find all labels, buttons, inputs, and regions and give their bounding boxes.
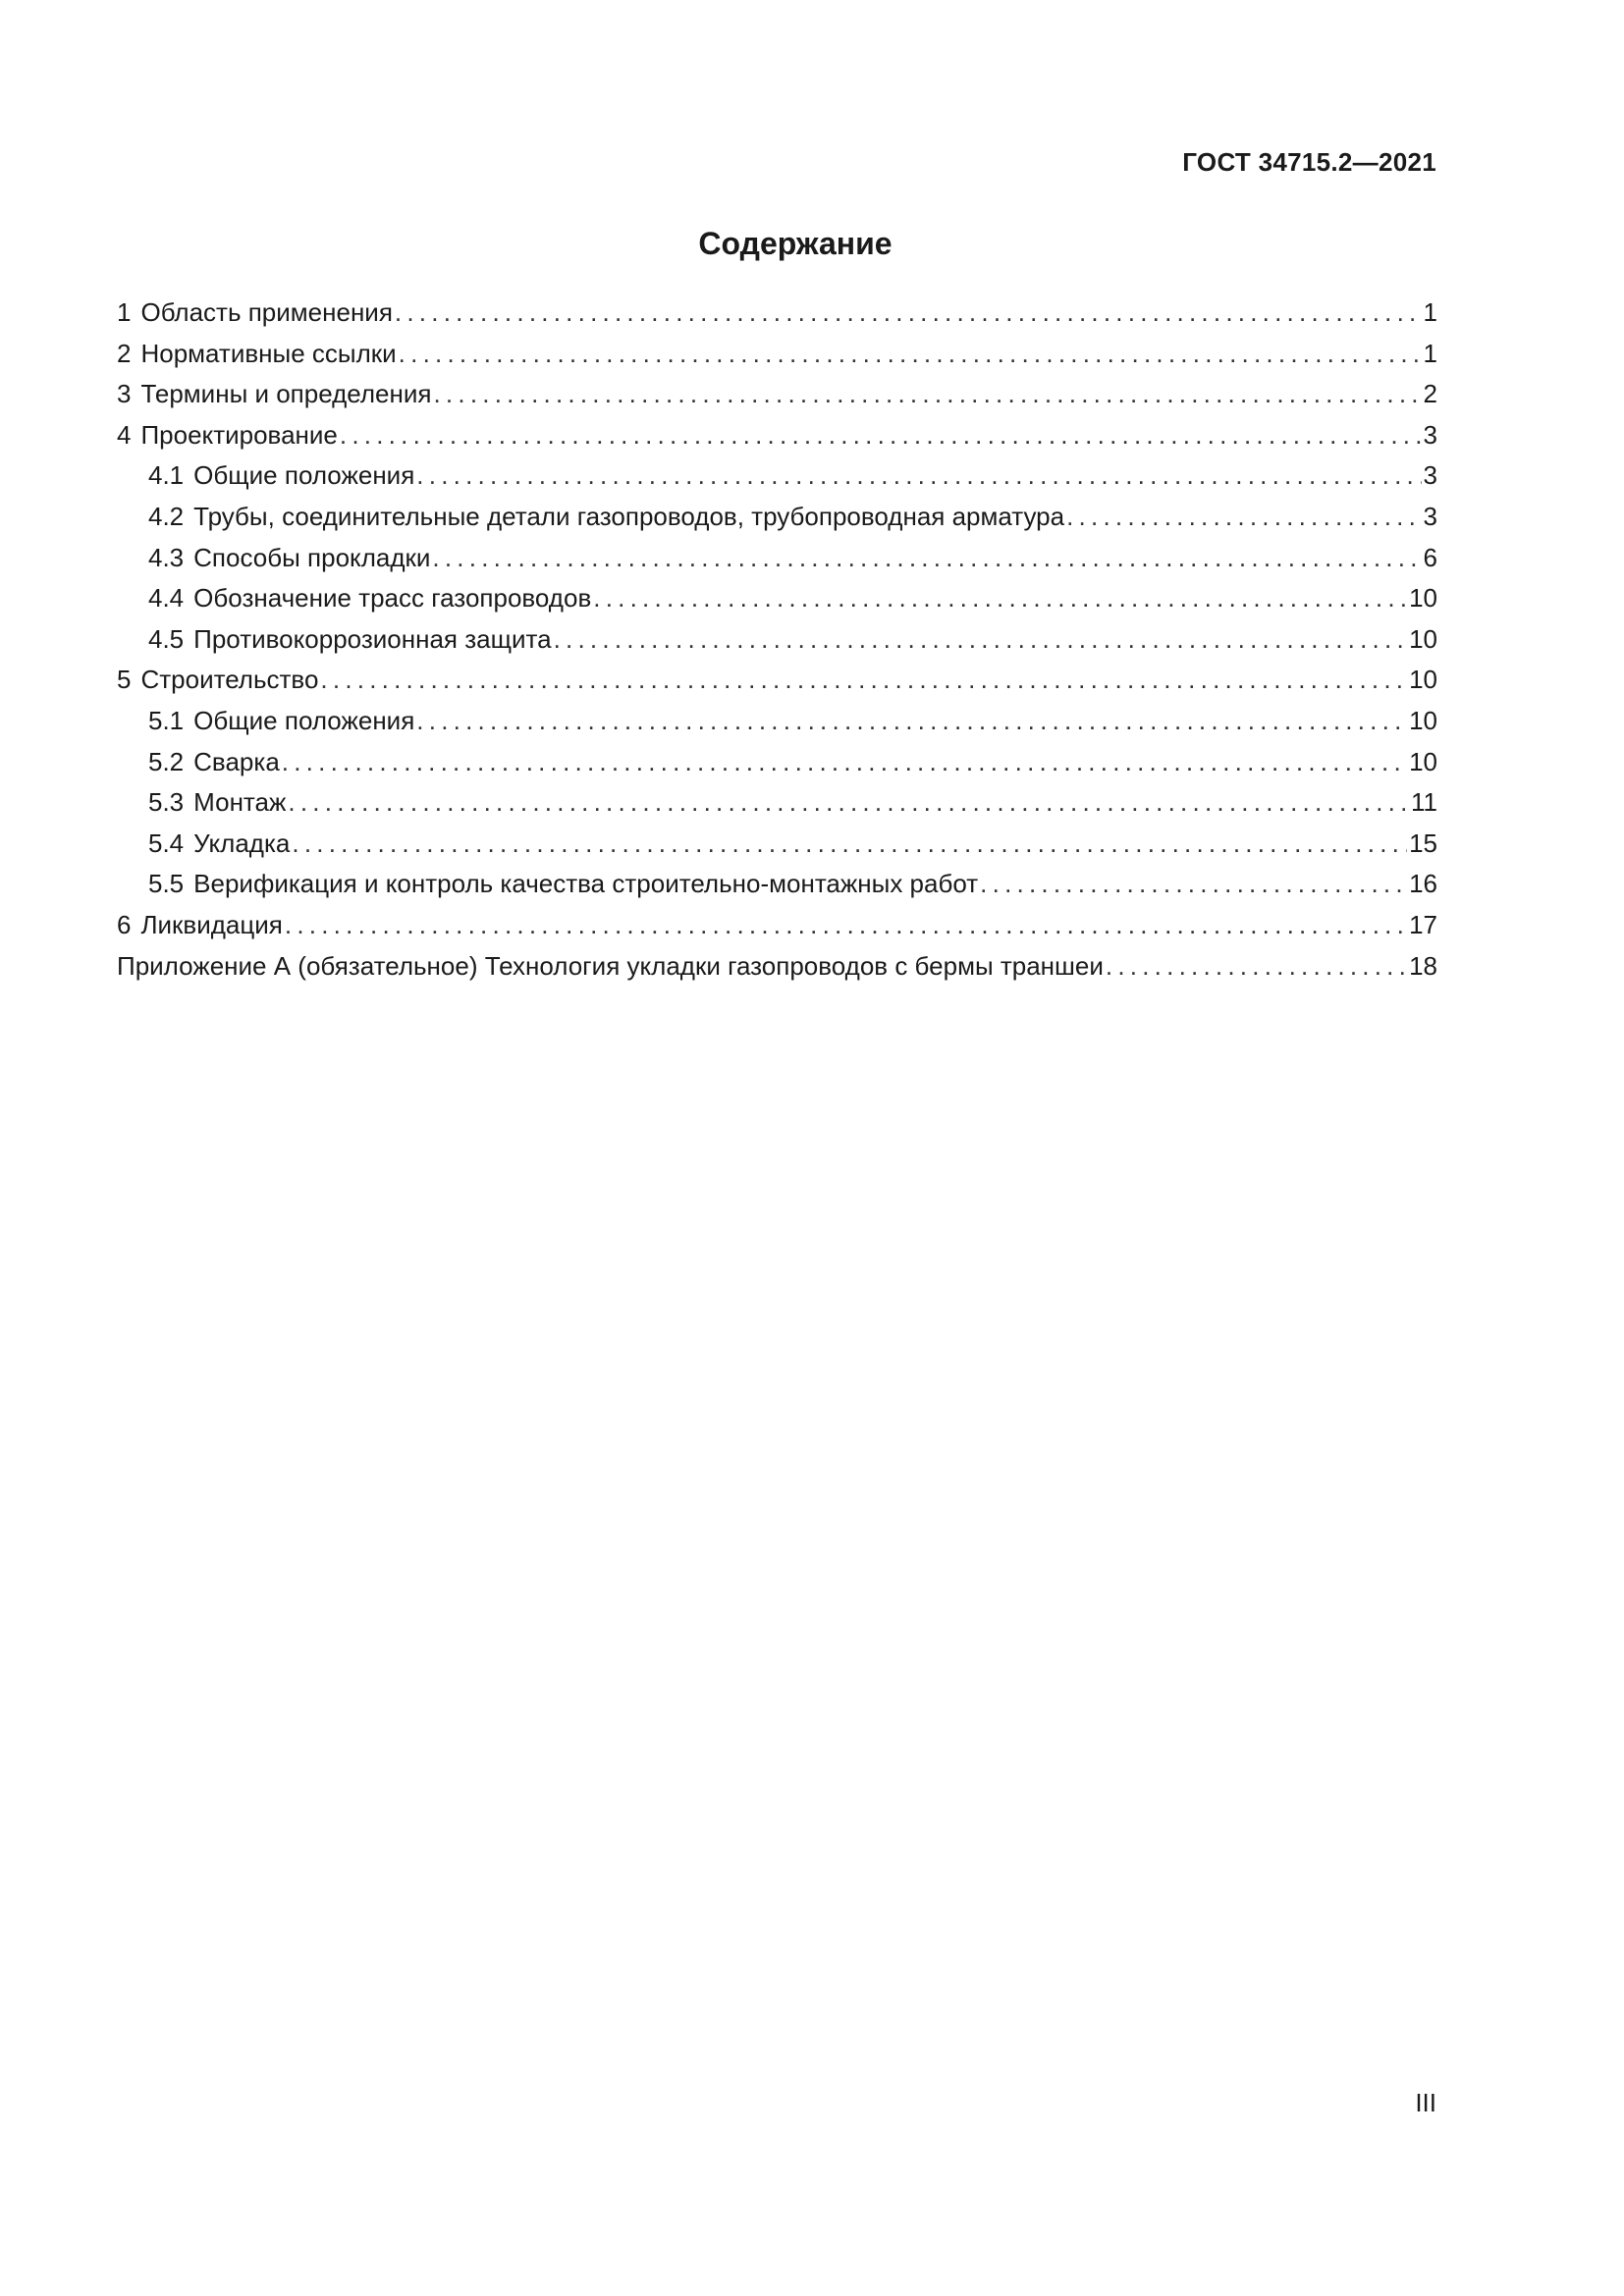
toc-entry-text: Термины и определения [140, 379, 432, 409]
toc-entry[interactable] [117, 415, 1437, 456]
toc-entry-text: Способы прокладки [193, 542, 431, 572]
toc-entry-number: 2 [117, 338, 132, 368]
toc-dot-leader [433, 374, 1421, 415]
toc-entry-text: Противокоррозионная защита [193, 623, 552, 654]
toc-entry[interactable] [117, 538, 1437, 579]
toc-entry-page: 18 [1409, 950, 1437, 981]
toc-entry[interactable] [117, 497, 1437, 538]
toc-dot-leader [554, 619, 1408, 661]
toc-entry-page: 10 [1409, 705, 1437, 735]
toc-entry-page: 10 [1409, 746, 1437, 776]
toc-entry-page: 15 [1409, 828, 1437, 858]
toc-entry[interactable] [117, 824, 1437, 865]
toc-title: Содержание [698, 226, 893, 261]
toc-entry-text: Сварка [193, 746, 280, 776]
table-of-contents [117, 293, 1437, 987]
toc-entry-number: 5.5 [148, 869, 185, 899]
toc-entry-text: Верификация и контроль качества строительно-монтажных работ [193, 869, 979, 899]
toc-entry-page: 10 [1409, 583, 1437, 614]
toc-dot-leader [1106, 946, 1407, 988]
toc-dot-leader [292, 824, 1407, 865]
toc-entry-number: 5.4 [148, 828, 185, 858]
toc-entry-number: 1 [117, 297, 132, 327]
toc-entry-text: Трубы, соединительные детали газопроводов, трубопроводная арматура [193, 501, 1065, 531]
toc-entry-page: 3 [1423, 460, 1437, 491]
toc-dot-leader [432, 538, 1421, 579]
toc-entry-number: 3 [117, 379, 132, 409]
toc-entry[interactable] [117, 701, 1437, 742]
toc-entry-number: 5.2 [148, 746, 185, 776]
toc-entry-page: 1 [1423, 297, 1437, 327]
toc-entry-page: 6 [1423, 542, 1437, 572]
toc-dot-leader [340, 415, 1422, 456]
toc-entry-number: 5 [117, 665, 132, 695]
toc-dot-leader [282, 742, 1407, 783]
toc-entry-text: Область применения [140, 297, 393, 327]
toc-dot-leader [395, 293, 1422, 334]
toc-entry-page: 2 [1423, 379, 1437, 409]
toc-entry-number: 4.2 [148, 501, 185, 531]
toc-entry-number: 4.3 [148, 542, 185, 572]
toc-entry-text: Общие положения [193, 705, 415, 735]
toc-entry-text: Общие положения [193, 460, 415, 491]
toc-entry-text: Проектирование [140, 419, 338, 450]
toc-entry[interactable] [117, 578, 1437, 619]
toc-dot-leader [416, 455, 1421, 497]
toc-entry-text: Приложение А (обязательное) Технология укладки газопроводов с бермы траншеи [117, 950, 1104, 981]
toc-dot-leader [980, 864, 1407, 905]
toc-dot-leader [416, 701, 1407, 742]
toc-entry-page: 11 [1411, 787, 1437, 818]
toc-dot-leader [399, 334, 1422, 375]
toc-dot-leader [320, 660, 1407, 701]
toc-dot-leader [593, 578, 1407, 619]
toc-dot-leader [285, 905, 1407, 946]
toc-entry[interactable] [117, 334, 1437, 375]
toc-dot-leader [1066, 497, 1421, 538]
toc-entry-page: 3 [1423, 501, 1437, 531]
toc-entry[interactable] [117, 660, 1437, 701]
toc-entry-page: 10 [1409, 623, 1437, 654]
toc-dot-leader [288, 782, 1409, 824]
document-code: ГОСТ 34715.2—2021 [1182, 147, 1436, 177]
toc-entry-number: 4.4 [148, 583, 185, 614]
page-number: III [1415, 2088, 1436, 2117]
toc-entry-text: Укладка [193, 828, 291, 858]
toc-entry-page: 3 [1423, 419, 1437, 450]
toc-entry-number: 5.1 [148, 705, 185, 735]
toc-entry-number: 6 [117, 909, 132, 939]
toc-entry[interactable] [117, 864, 1437, 905]
toc-entry-page: 10 [1409, 665, 1437, 695]
toc-entry[interactable] [117, 455, 1437, 497]
toc-entry-number: 4.5 [148, 623, 185, 654]
toc-entry-text: Строительство [140, 665, 319, 695]
toc-entry-text: Обозначение трасс газопроводов [193, 583, 592, 614]
toc-entry[interactable] [117, 782, 1437, 824]
toc-entry[interactable] [117, 374, 1437, 415]
toc-entry-page: 16 [1409, 869, 1437, 899]
toc-entry-text: Ликвидация [140, 909, 283, 939]
toc-entry[interactable] [117, 293, 1437, 334]
toc-entry[interactable] [117, 619, 1437, 661]
toc-entry-number: 5.3 [148, 787, 185, 818]
toc-entry-number: 4.1 [148, 460, 185, 491]
toc-entry-page: 17 [1409, 909, 1437, 939]
toc-entry-page: 1 [1423, 338, 1437, 368]
toc-entry-text: Монтаж [193, 787, 287, 818]
toc-entry-text: Нормативные ссылки [140, 338, 397, 368]
toc-entry[interactable] [117, 905, 1437, 946]
toc-entry[interactable] [117, 742, 1437, 783]
toc-entry-number: 4 [117, 419, 132, 450]
toc-entry[interactable] [117, 946, 1437, 988]
